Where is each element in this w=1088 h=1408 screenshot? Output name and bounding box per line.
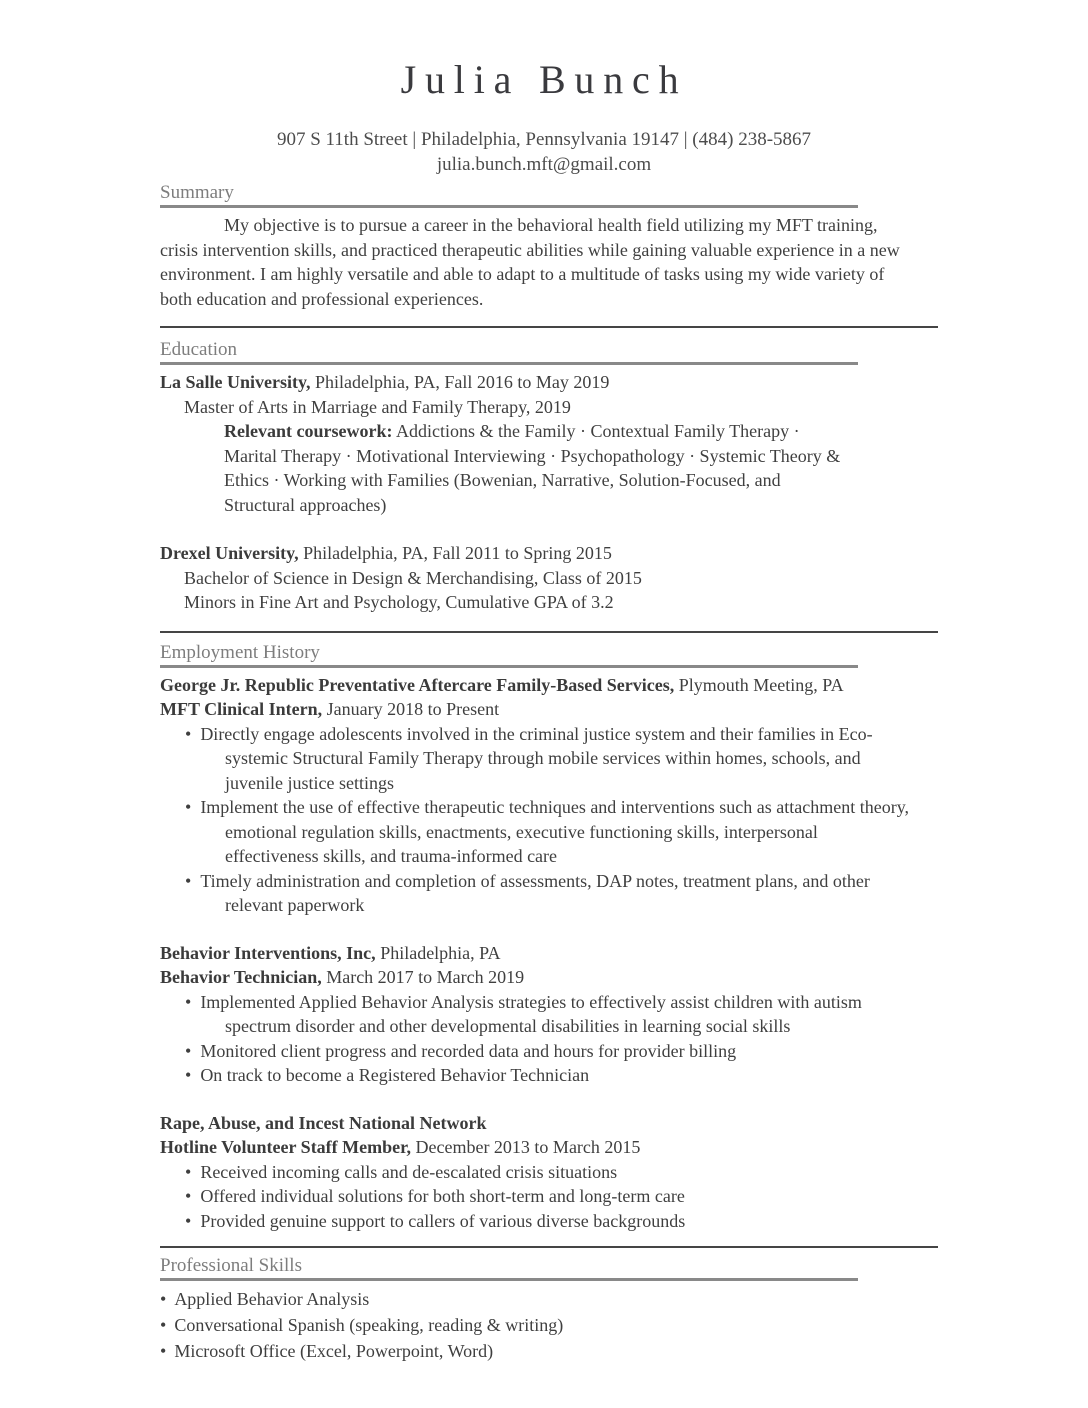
skill-item [160, 1286, 910, 1312]
bullet-icon: • [160, 1341, 167, 1361]
employment-heading: Employment History [160, 642, 858, 668]
skill-text: Conversational Spanish (speaking, reading & writing) [174, 1315, 564, 1335]
job-title-line [160, 965, 930, 990]
job-title: Hotline Volunteer Staff Member, [160, 1137, 411, 1157]
skill-item [160, 1312, 910, 1338]
coursework-line [160, 419, 848, 517]
job-employer: Rape, Abuse, and Incest National Network [160, 1112, 487, 1133]
job-title: MFT Clinical Intern, [160, 699, 323, 719]
contact-block [160, 127, 928, 177]
skill-text: Applied Behavior Analysis [174, 1289, 370, 1309]
skill-text: Microsoft Office (Excel, Powerpoint, Word) [174, 1341, 494, 1361]
education-entry [160, 541, 1088, 615]
section-education [160, 339, 1088, 615]
section-employment [160, 642, 1088, 1234]
job-bullet-text: Implement the use of effective therapeutic techniques and interventions such as attachment theory, emotional regulation skills, enactments, executive functioning skills, interpersonal effectiveness skills, and trauma-informed care [200, 797, 910, 866]
section-summary [160, 182, 1088, 311]
education-heading: Education [160, 339, 858, 365]
school-name-line [160, 370, 930, 395]
job-employer: Behavior Interventions, Inc, [160, 942, 376, 963]
job-employer-line [160, 1111, 930, 1136]
section-divider [160, 631, 938, 633]
job-bullet-text: On track to become a Registered Behavior Technician [200, 1065, 590, 1085]
section-divider [160, 1246, 938, 1248]
job-title-line [160, 1135, 930, 1160]
skills-heading: Professional Skills [160, 1255, 858, 1281]
job-bullet-text: Implemented Applied Behavior Analysis strategies to effectively assist children with autism spectrum disorder and other developmental disabilities in learning social skills [200, 991, 862, 1036]
job-bullet-text: Provided genuine support to callers of various diverse backgrounds [200, 1210, 686, 1231]
job-entry [160, 673, 1088, 918]
job-bullet [160, 1063, 910, 1088]
section-divider [160, 326, 938, 328]
job-bullet-text: Received incoming calls and de-escalated crisis situations [200, 1161, 618, 1182]
job-bullet [160, 990, 910, 1039]
bullet-icon: • [185, 991, 192, 1012]
job-bullet [160, 1209, 910, 1234]
job-dates: March 2017 to March 2019 [321, 967, 525, 987]
contact-address-line: 907 S 11th Street | Philadelphia, Pennsylvania 19147 | (484) 238-5867 [276, 129, 812, 150]
skills-list [160, 1286, 1088, 1364]
degree-line: Bachelor of Science in Design & Merchandising, Class of 2015 [184, 567, 642, 588]
summary-text: My objective is to pursue a career in the behavioral health field utilizing my MFT training, crisis intervention skills, and practiced therapeutic abilities while gaining valuable experience in a new environment. I am highly versatile and able to adapt to a multitude of tasks using my wide variety of both education and professional experiences. [160, 215, 900, 309]
school-details: Philadelphia, PA, Fall 2011 to Spring 2015 [298, 543, 612, 563]
bullet-icon: • [185, 1040, 192, 1061]
bullet-icon: • [160, 1289, 167, 1309]
job-dates: January 2018 to Present [322, 699, 500, 719]
job-bullet [160, 1039, 910, 1064]
school-details: Philadelphia, PA, Fall 2016 to May 2019 [310, 372, 610, 392]
education-entry [160, 370, 1088, 517]
job-bullet [160, 722, 910, 796]
bullet-icon: • [185, 797, 192, 817]
job-dates: December 2013 to March 2015 [410, 1137, 641, 1157]
section-skills [160, 1255, 1088, 1364]
coursework-text: Addictions & the Family · Contextual Family Therapy · Marital Therapy · Motivational Interviewing · Psychopathology · Systemic Theory & Ethics · Working with Families (Bowenian, Narrative, Solution-Focused, and Structural approaches) [224, 421, 841, 515]
bullet-icon: • [185, 1161, 192, 1182]
bullet-icon: • [160, 1315, 167, 1335]
minors-line: Minors in Fine Art and Psychology, Cumulative GPA of 3.2 [184, 592, 614, 612]
job-entry [160, 941, 1088, 1088]
job-bullet [160, 1184, 910, 1209]
school-name: La Salle University, [160, 372, 311, 392]
job-bullet-text: Offered individual solutions for both short-term and long-term care [200, 1186, 685, 1206]
job-bullet [160, 1160, 910, 1185]
job-bullet-text: Timely administration and completion of assessments, DAP notes, treatment plans, and other relevant paperwork [200, 870, 870, 915]
summary-heading: Summary [160, 182, 858, 208]
page-title: Julia Bunch [400, 57, 688, 102]
bullet-icon: • [185, 723, 192, 744]
bullet-icon: • [185, 1186, 192, 1206]
job-location: Philadelphia, PA [375, 942, 501, 963]
job-bullet-text: Directly engage adolescents involved in the criminal justice system and their families in Eco-systemic Structural Family Therapy through mobile services within homes, schools, and juvenile justice settings [200, 723, 873, 793]
job-employer: George Jr. Republic Preventative Aftercare Family-Based Services, [160, 674, 675, 695]
school-name: Drexel University, [160, 543, 299, 563]
job-entry [160, 1111, 1088, 1234]
job-location: Plymouth Meeting, PA [674, 674, 844, 695]
contact-email: julia.bunch.mft@gmail.com [436, 154, 652, 175]
job-employer-line [160, 941, 930, 966]
job-bullet [160, 795, 910, 869]
school-name-line [160, 541, 930, 566]
job-title-line [160, 697, 930, 722]
skill-item [160, 1338, 910, 1364]
coursework-label: Relevant coursework: [224, 421, 393, 441]
job-employer-line [160, 673, 930, 698]
job-bullet-text: Monitored client progress and recorded data and hours for provider billing [200, 1040, 737, 1061]
degree-line: Master of Arts in Marriage and Family Therapy, 2019 [184, 396, 571, 417]
bullet-icon: • [185, 1210, 192, 1231]
bullet-icon: • [185, 870, 192, 891]
job-title: Behavior Technician, [160, 967, 322, 987]
job-bullet [160, 869, 910, 918]
bullet-icon: • [185, 1065, 192, 1085]
